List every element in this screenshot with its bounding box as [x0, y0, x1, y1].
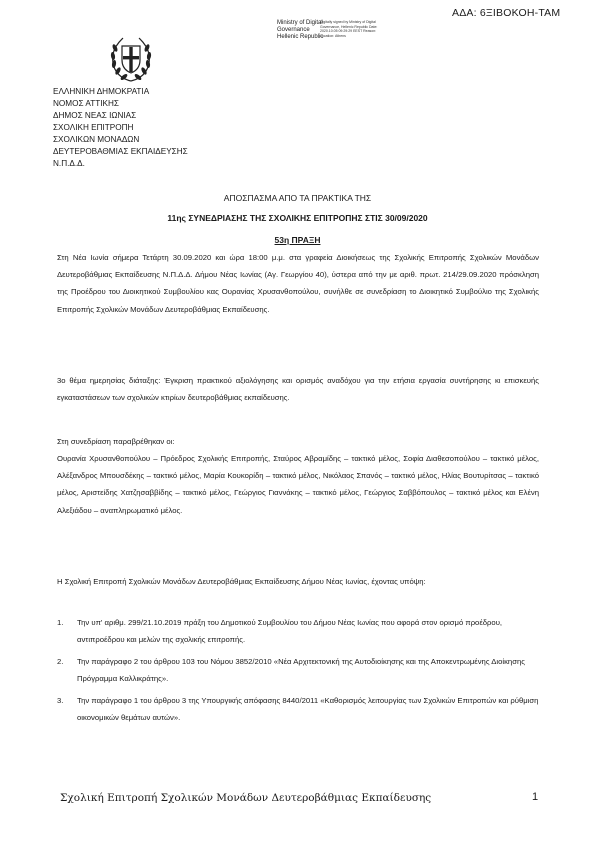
ada-code: ΑΔΑ: 6ΞΙΒΟΚΟΗ-ΤΑΜ: [452, 7, 561, 19]
authority-line: Ν.Π.Δ.Δ.: [53, 159, 85, 168]
signature-line: Governance: [277, 27, 310, 33]
attendees-label: Στη συνεδρίαση παραβρέθηκαν οι:: [57, 437, 175, 446]
authority-line: ΔΕΥΤΕΡΟΒΑΘΜΙΑΣ ΕΚΠΑΙΔΕΥΣΗΣ: [53, 147, 188, 156]
page-footer: Σχολική Επιτροπή Σχολικών Μονάδων Δευτεροβάθμιας Εκπαίδευσης: [60, 792, 432, 804]
authority-line: ΔΗΜΟΣ ΝΕΑΣ ΙΩΝΙΑΣ: [53, 111, 137, 120]
authority-line: ΣΧΟΛΙΚΩΝ ΜΟΝΑΔΩΝ: [53, 135, 140, 144]
page-number: 1: [532, 791, 539, 803]
list-item-number: 2.: [57, 657, 64, 666]
list-item-number: 1.: [57, 618, 64, 627]
committee-intro: Η Σχολική Επιτροπή Σχολικών Μονάδων Δευτεροβάθμιας Εκπαίδευσης Δήμου Νέας Ιωνίας, έχοντας υπόψη:: [57, 577, 426, 586]
intro-paragraph: Στη Νέα Ιωνία σήμερα Τετάρτη 30.09.2020 και ώρα 18:00 μ.μ. στα γραφεία Διοικήσεως της Σχολικής Επιτροπής Σχολικών Μονάδων Δευτεροβάθμιας Εκπαίδευσης Ν.Π.Δ.Δ. Δήμου Νέας Ιωνίας (Αγ. Γεωργίου 40), ύστερα από την με αριθ. πρωτ. 214/29.09.2020 πρόσκληση της Προέδρου του Διοικητικού Συμβουλίου κας Ουρανίας Χρυσανθοπούλου, συνήλθε σε συνεδρίαση το Διοικητικό Συμβούλιο της Σχολικής Επιτροπής Σχολικών Μονάδων Δευτεροβάθμιας Εκπαίδευσης.: [57, 253, 539, 314]
list-item-number: 3.: [57, 696, 64, 705]
list-item-text: Την υπ' αριθμ. 299/21.10.2019 πράξη του Δημοτικού Συμβουλίου του Δήμου Νέας Ιωνίας που αφορά στον ορισμό προέδρου, αντιπροέδρου και μελών της σχολικής επιτροπής.: [77, 618, 503, 645]
signature-line: Hellenic Republic: [277, 34, 324, 40]
list-item: [57, 653, 547, 687]
greek-emblem-icon: [106, 34, 156, 84]
signature-stamp: Digitally signed by Ministry of Digital Governance, Hellenic Republic Date: 2020.10.05 09:29:29 EEST Reason: Location: Athens: [320, 20, 378, 38]
list-item-text: Την παράγραφο 1 του άρθρου 3 της Υπουργικής απόφασης 8440/2011 «Καθορισμός λειτουργίας των Σχολικών Επιτροπών και ρύθμιση οικονομικών θεμάτων αυτών».: [77, 696, 539, 723]
list-item: [57, 692, 547, 726]
list-item-text: Την παράγραφο 2 του άρθρου 103 του Νόμου 3852/2010 «Νέα Αρχιτεκτονική της Αυτοδιοίκησης και της Αποκεντρωμένης Διοίκησης Πρόγραμμα Καλλικράτης».: [77, 657, 525, 684]
session-title: 11ης ΣΥΝΕΔΡΙΑΣΗΣ ΤΗΣ ΣΧΟΛΙΚΗΣ ΕΠΙΤΡΟΠΗΣ ΣΤΙΣ 30/09/2020: [167, 213, 428, 223]
signature-line: Ministry of Digital: [277, 20, 323, 26]
authority-line: ΣΧΟΛΙΚΗ ΕΠΙΤΡΟΠΗ: [53, 123, 134, 132]
authority-line: ΝΟΜΟΣ ΑΤΤΙΚΗΣ: [53, 99, 119, 108]
act-number: 53η ΠΡΑΞΗ: [274, 235, 321, 245]
agenda-topic: 3ο θέμα ημερησίας διάταξης: Έγκριση πρακτικού αξιολόγησης και ορισμός αναδόχου για την ετήσια εργασία συντήρησης κι επισκευής εγκαταστάσεων των σχολικών κτιρίων δευτεροβάθμιας εκπαίδευσης.: [57, 376, 539, 403]
attendees-list: Ουρανία Χρυσανθοπούλου – Πρόεδρος Σχολικής Επιτροπής, Σταύρος Αβραμίδης – τακτικό μέλος, Σοφία Διαθεσοπούλου – τακτικό μέλος, Αλέξανδρος Μπουσδέκης – τακτικό μέλος, Μαρία Κουκορίδη – τακτικό μέλος, Νικόλαος Σπανός – τακτικό μέλος, Ηλίας Βουτυρίτσας – τακτικό μέλος, Αριστείδης Χατζησαββίδης – τακτικό μέλος, Γεώργιος Γιαννάκης – τακτικό μέλος, Γεώργιος Σαββόπουλος – τακτικό μέλος και Ελένη Αλεξιάδου – αναπληρωματικό μέλος.: [57, 454, 539, 515]
document-title: ΑΠΟΣΠΑΣΜΑ ΑΠΟ ΤΑ ΠΡΑΚΤΙΚΑ ΤΗΣ: [223, 193, 372, 203]
issuing-authority: [53, 86, 188, 170]
authority-line: ΕΛΛΗΝΙΚΗ ΔΗΜΟΚΡΑΤΙΑ: [53, 87, 150, 96]
list-item: [57, 614, 547, 648]
